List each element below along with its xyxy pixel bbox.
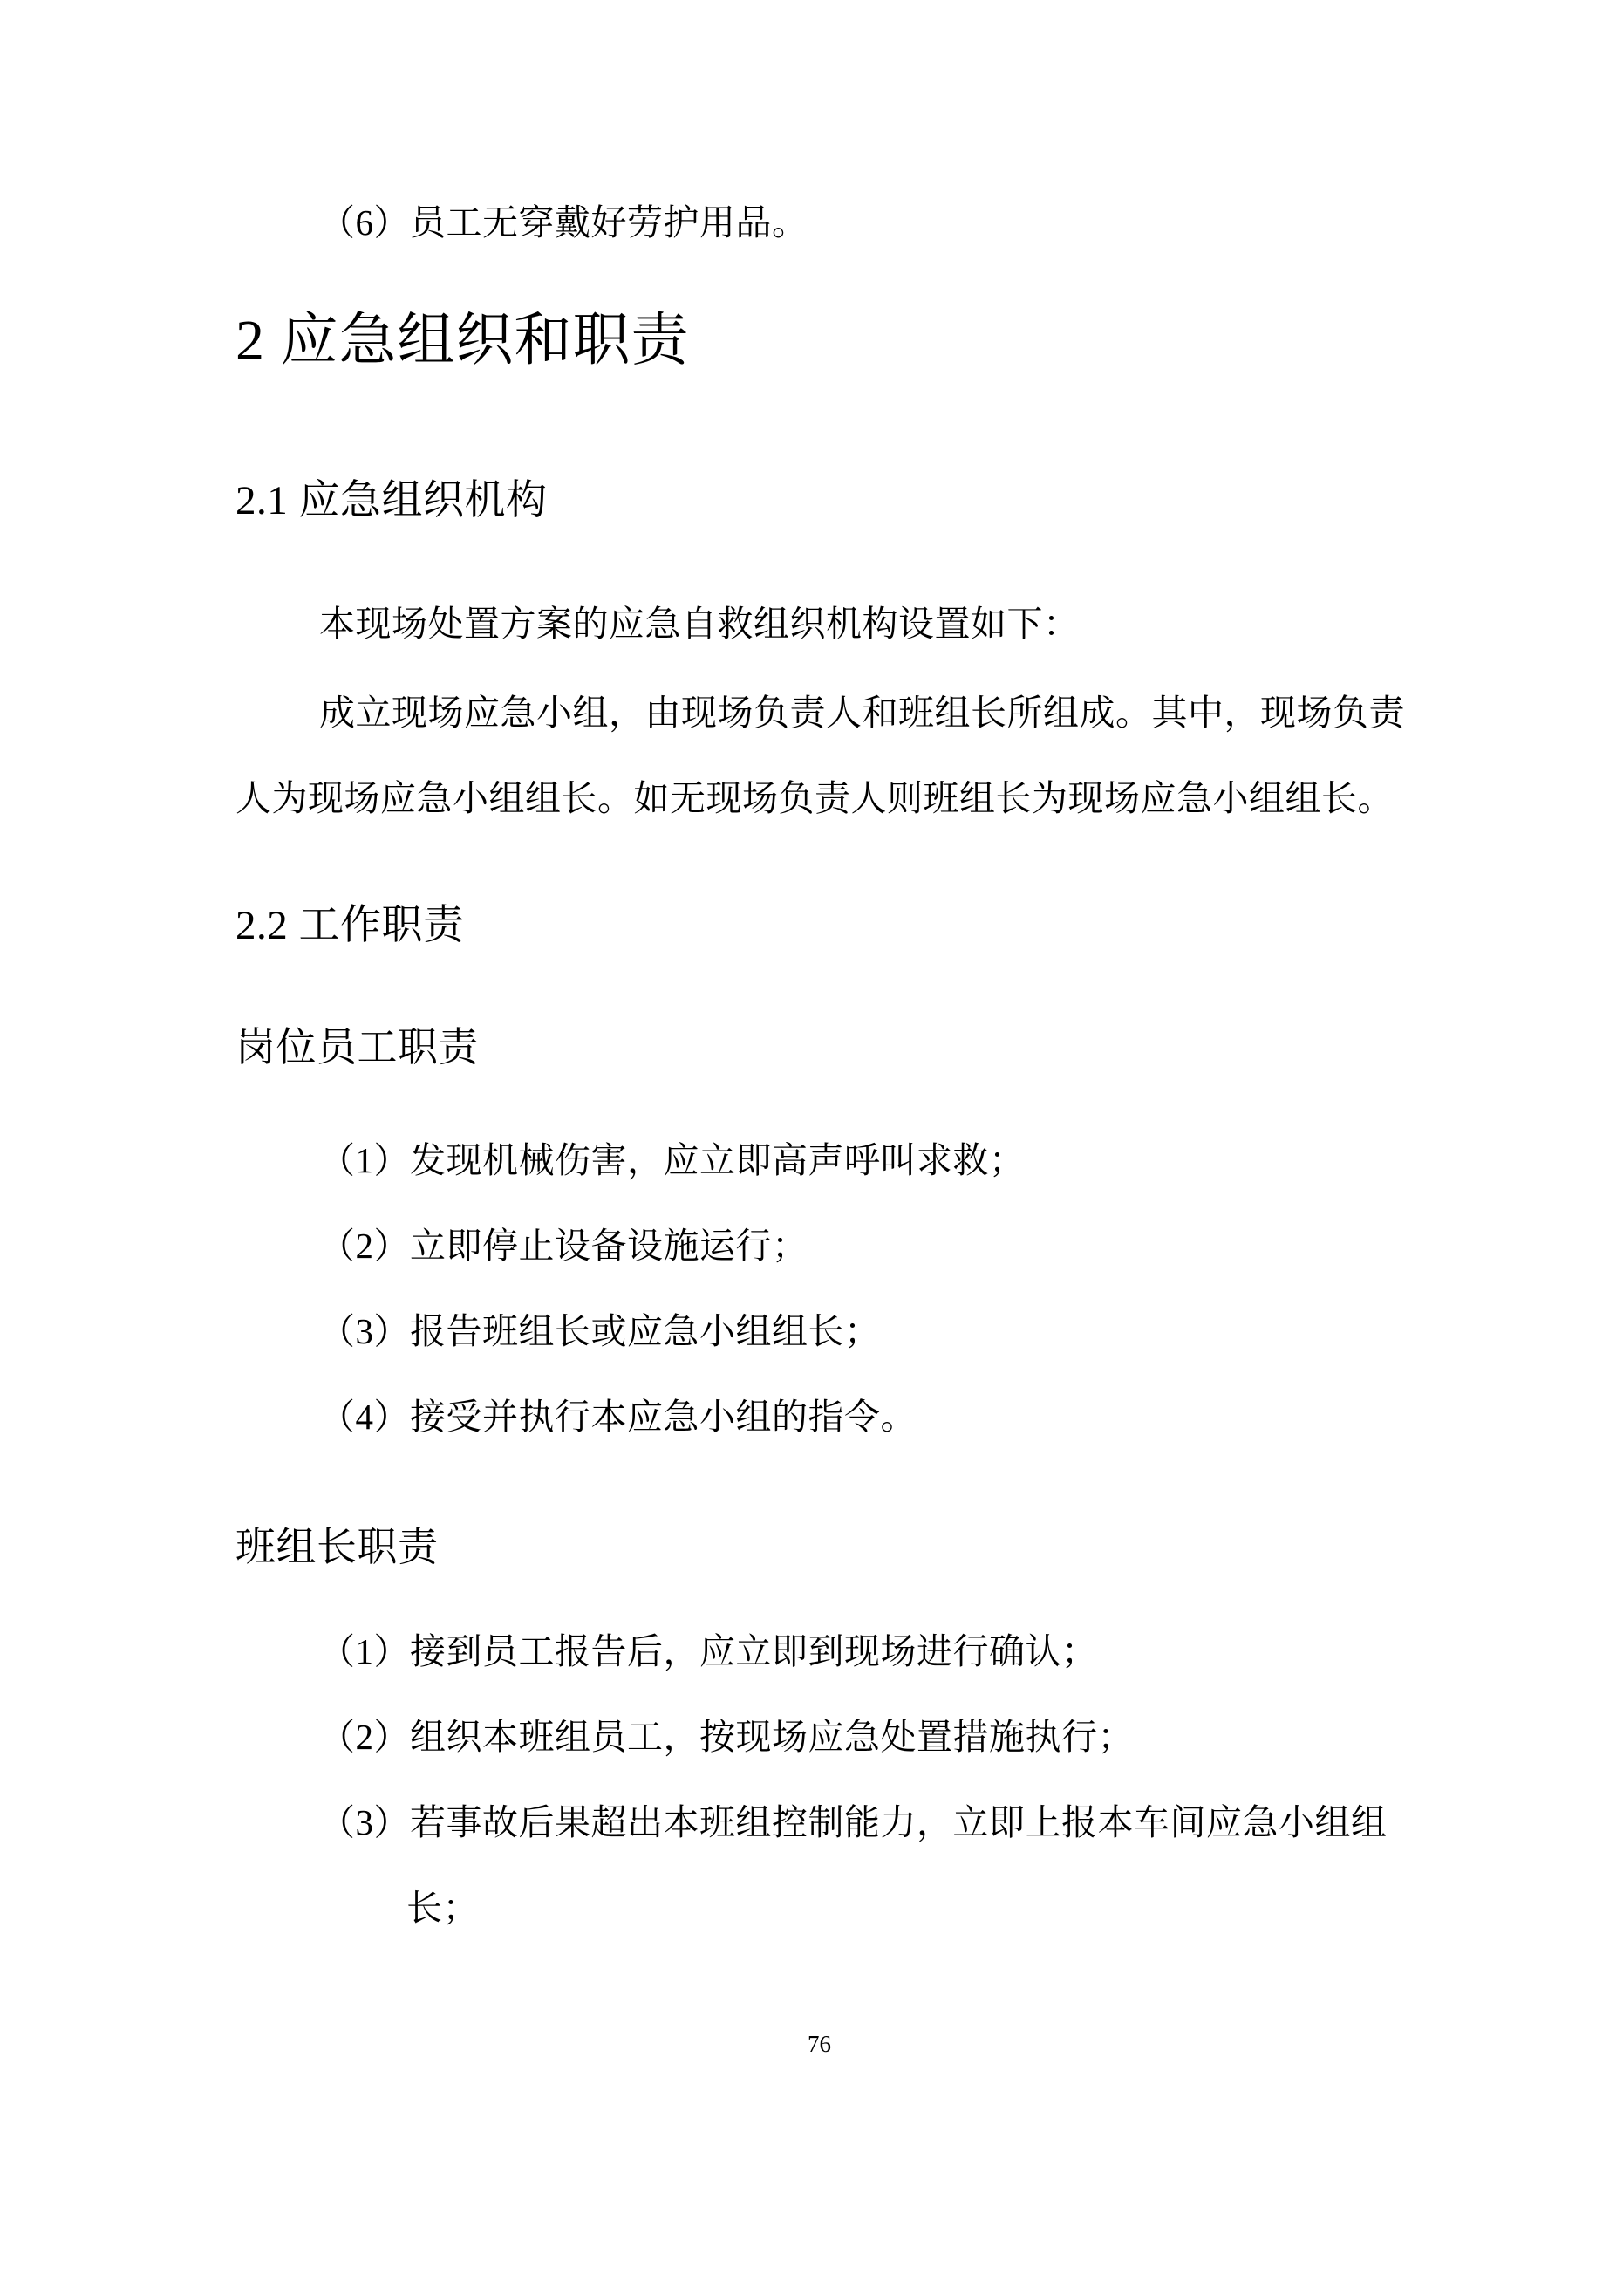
leader-duty-item-3-line1: （3）若事故后果超出本班组控制能力，立即上报本车间应急小组组 <box>319 1802 1388 1842</box>
leader-duty-item-3-line2: 长； <box>406 1888 479 1928</box>
leader-duty-item-2: （2）组织本班组员工，按现场应急处置措施执行； <box>319 1717 1134 1757</box>
post-duty-item-4: （4）接受并执行本应急小组的指令。 <box>319 1397 917 1437</box>
list-item-6: （6）员工无穿戴好劳护用品。 <box>319 202 808 243</box>
paragraph-team-line1: 成立现场应急小组，由现场负责人和班组长所组成。其中，现场负责 <box>319 693 1405 733</box>
post-duty-item-3: （3）报告班组长或应急小组组长； <box>319 1311 881 1351</box>
subsection-heading-post-duties: 岗位员工职责 <box>235 1025 479 1069</box>
section-heading-2-2: 2.2 工作职责 <box>235 903 465 948</box>
section-heading-2-1: 2.1 应急组织机构 <box>235 478 548 523</box>
post-duty-item-1: （1）发现机械伤害，应立即高声呼叫求救； <box>319 1140 1026 1180</box>
post-duty-item-2: （2）立即停止设备设施运行； <box>319 1226 808 1266</box>
page-number: 76 <box>808 2031 831 2057</box>
paragraph-intro: 本现场处置方案的应急自救组织机构设置如下： <box>319 604 1080 644</box>
chapter-heading: 2 应急组织和职责 <box>235 309 690 372</box>
subsection-heading-leader-duties: 班组长职责 <box>235 1525 439 1569</box>
leader-duty-item-1: （1）接到员工报告后，应立即到现场进行确认； <box>319 1631 1098 1671</box>
paragraph-team-line2: 人为现场应急小组组长。如无现场负责人则班组长为现场应急小组组长。 <box>235 778 1394 818</box>
